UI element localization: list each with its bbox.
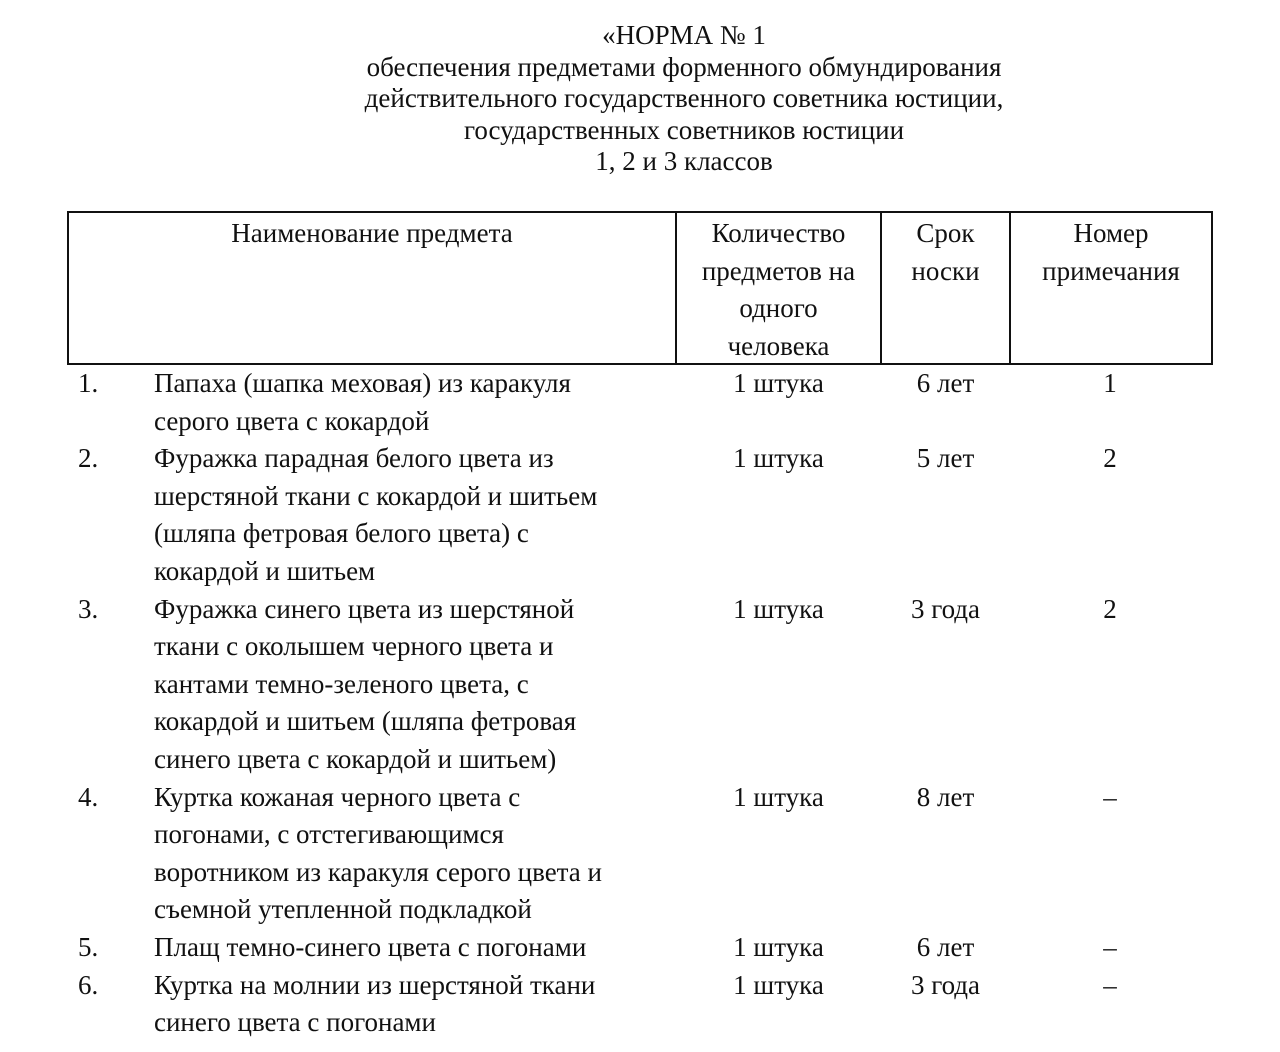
header-text: примечания bbox=[1042, 255, 1180, 286]
item-name-line: Фуражка синего цвета из шерстяной bbox=[154, 593, 575, 624]
row-number: 6. bbox=[78, 969, 99, 1000]
table-row bbox=[0, 591, 1280, 779]
item-name-line: воротником из каракуля серого цвета и bbox=[154, 856, 602, 887]
row-item-name bbox=[154, 929, 664, 967]
row-item-name bbox=[154, 779, 664, 929]
item-name-line: кантами темно-зеленого цвета, с bbox=[154, 668, 529, 699]
row-item-name bbox=[154, 967, 664, 1042]
header-wear-term bbox=[882, 213, 1011, 363]
table-header bbox=[67, 211, 1213, 365]
header-text: предметов на bbox=[701, 255, 856, 286]
header-text: Номер bbox=[1073, 218, 1149, 248]
item-name-line: Фуражка парадная белого цвета из bbox=[154, 443, 554, 474]
table-row bbox=[0, 967, 1280, 1042]
table-body bbox=[0, 365, 1280, 1042]
row-quantity: 1 штука bbox=[733, 931, 824, 962]
item-name-line: синего цвета с кокардой и шитьем) bbox=[154, 743, 557, 774]
header-text: одного bbox=[739, 293, 818, 323]
header-item-name bbox=[69, 213, 677, 363]
row-wear-term: 6 лет bbox=[916, 931, 975, 962]
header-text: носки bbox=[911, 255, 980, 286]
item-name-line: (шляпа фетровая белого цвета) с bbox=[154, 518, 529, 549]
item-name-line: съемной утепленной подкладкой bbox=[154, 894, 532, 925]
item-name-line: погонами, с отстегивающимся bbox=[154, 819, 504, 850]
row-wear-term: 5 лет bbox=[916, 443, 975, 474]
title-line: 1, 2 и 3 классов bbox=[595, 146, 773, 176]
row-number: 3. bbox=[78, 593, 99, 624]
item-name-line: Папаха (шапка меховая) из каракуля bbox=[154, 368, 571, 398]
item-name-line: ткани с околышем черного цвета и bbox=[154, 631, 554, 662]
item-name-line: кокардой и шитьем (шляпа фетровая bbox=[154, 706, 577, 737]
row-number: 1. bbox=[78, 368, 99, 398]
item-name-line: серого цвета с кокардой bbox=[154, 405, 430, 436]
title-line: «НОРМА № 1 bbox=[602, 20, 766, 50]
header-text: Количество bbox=[711, 218, 846, 248]
row-note-number: – bbox=[1103, 781, 1117, 812]
table-row bbox=[0, 365, 1280, 440]
row-quantity: 1 штука bbox=[733, 593, 824, 624]
item-name-line: синего цвета с погонами bbox=[154, 1007, 436, 1038]
row-note-number: 2 bbox=[1103, 443, 1117, 474]
table-row bbox=[0, 440, 1280, 590]
row-wear-term: 6 лет bbox=[916, 368, 975, 398]
item-name-line: Куртка кожаная черного цвета с bbox=[154, 781, 521, 812]
title-line: государственных советников юстиции bbox=[463, 114, 905, 145]
item-name-line: Плащ темно-синего цвета с погонами bbox=[154, 931, 587, 962]
row-quantity: 1 штука bbox=[733, 969, 824, 1000]
table-row bbox=[0, 779, 1280, 929]
table-row bbox=[0, 929, 1280, 967]
row-number: 2. bbox=[78, 443, 99, 474]
item-name-line: кокардой и шитьем bbox=[154, 555, 376, 586]
row-wear-term: 8 лет bbox=[916, 781, 975, 812]
row-item-name bbox=[154, 591, 664, 779]
row-note-number: 2 bbox=[1103, 593, 1117, 624]
header-note-number bbox=[1011, 213, 1211, 363]
item-name-line: шерстяной ткани с кокардой и шитьем bbox=[154, 480, 598, 511]
item-name-line: Куртка на молнии из шерстяной ткани bbox=[154, 969, 596, 1000]
row-number: 4. bbox=[78, 781, 99, 812]
document-title bbox=[0, 20, 1280, 178]
row-note-number: – bbox=[1103, 969, 1117, 1000]
header-text: человека bbox=[727, 330, 830, 361]
row-quantity: 1 штука bbox=[733, 781, 824, 812]
row-quantity: 1 штука bbox=[733, 368, 824, 398]
header-text: Срок bbox=[916, 218, 975, 248]
row-item-name bbox=[154, 440, 664, 590]
title-line: обеспечения предметами форменного обмундирования bbox=[366, 51, 1002, 82]
header-quantity bbox=[677, 213, 882, 363]
title-line: действительного государственного советника юстиции, bbox=[364, 83, 1004, 113]
row-wear-term: 3 года bbox=[910, 969, 981, 1000]
row-item-name bbox=[154, 365, 664, 440]
header-text: Наименование предмета bbox=[231, 218, 513, 248]
row-note-number: 1 bbox=[1103, 368, 1117, 398]
row-wear-term: 3 года bbox=[910, 593, 981, 624]
row-note-number: – bbox=[1103, 931, 1117, 962]
row-number: 5. bbox=[78, 931, 99, 962]
row-quantity: 1 штука bbox=[733, 443, 824, 474]
